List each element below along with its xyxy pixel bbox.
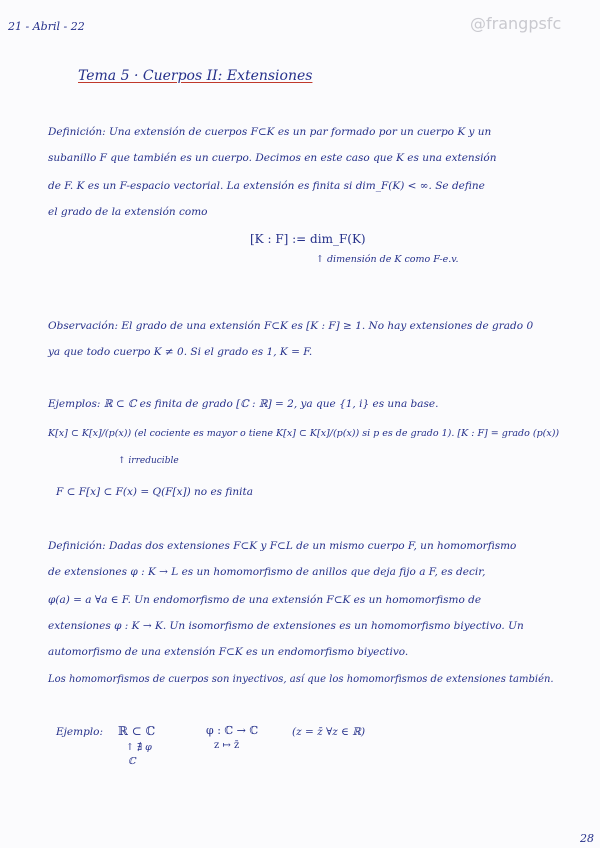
def1-line-3: de F. K es un F-espacio vectorial. La extensión es finita si dim_F(K) < ∞. Se define	[48, 180, 485, 192]
def1-line-4: el grado de la extensión como	[48, 206, 208, 218]
def2-line-4: extensiones φ : K → K. Un isomorfismo de extensiones es un homomorfismo biyectivo. Un	[48, 620, 524, 632]
def1-line-2: subanillo F que también es un cuerpo. Decimos en este caso que K es una extensión	[48, 152, 497, 164]
def2-line-2: de extensiones φ : K → L es un homomorfismo de anillos que deja fijo a F, es decir,	[48, 566, 486, 578]
def2-line-1: Definición: Dadas dos extensiones F⊂K y F⊂L de un mismo cuerpo F, un homomorfismo	[48, 540, 517, 552]
ej1-line-1: Ejemplos: ℝ ⊂ ℂ es finita de grado [ℂ : ℝ] = 2, ya que {1, i} es una base.	[48, 398, 439, 410]
def2-line-5: automorfismo de una extensión F⊂K es un endomorfismo biyectivo.	[48, 646, 409, 658]
def1-note: ↑ dimensión de K como F-e.v.	[316, 254, 459, 265]
obs-line-1: Observación: El grado de una extensión F⊂K es [K : F] ≥ 1. No hay extensiones de grado 0	[48, 320, 534, 332]
def1-line-1: Definición: Una extensión de cuerpos F⊂K es un par formado por un cuerpo K y un	[48, 126, 492, 138]
ej1-line-4: F ⊂ F[x] ⊂ F(x) = Q(F[x]) no es finita	[56, 486, 254, 498]
ej1-line-3: ↑ irreducible	[118, 456, 179, 466]
ej2-inclusion: ℝ ⊂ ℂ	[118, 724, 156, 738]
page-title-text: Tema 5 · Cuerpos II: Extensiones	[78, 68, 313, 84]
date-label: 21 - Abril - 22	[8, 20, 85, 33]
ej2-cond: (z = z̄ ∀z ∈ ℝ)	[292, 726, 366, 738]
def2-line-3: φ(a) = a ∀a ∈ F. Un endomorfismo de una extensión F⊂K es un homomorfismo de	[48, 594, 482, 606]
def1-formula: [K : F] := dim_F(K)	[250, 232, 366, 246]
page-number: 28	[580, 832, 594, 845]
page-title	[78, 68, 312, 84]
ej2-sub1: ↑ ∄ φ	[126, 742, 152, 753]
ej2-map: φ : ℂ → ℂ	[206, 724, 259, 737]
obs-line-2: ya que todo cuerpo K ≠ 0. Si el grado es 1, K = F.	[48, 346, 313, 358]
ej2-label: Ejemplo:	[56, 726, 104, 738]
ej1-line-2: K[x] ⊂ K[x]/(p(x)) (el cociente es mayor o tiene K[x] ⊂ K[x]/(p(x)) si p es de grado 1). [K : F] = grado (p(x))	[48, 428, 560, 439]
ej2-map2: z ↦ z̄	[214, 740, 240, 751]
ej2-sub2: ℂ	[128, 756, 136, 767]
def2-line-6: Los homomorfismos de cuerpos son inyectivos, así que los homomorfismos de extensiones también.	[48, 674, 554, 685]
watermark: @frangpsfc	[470, 14, 562, 33]
